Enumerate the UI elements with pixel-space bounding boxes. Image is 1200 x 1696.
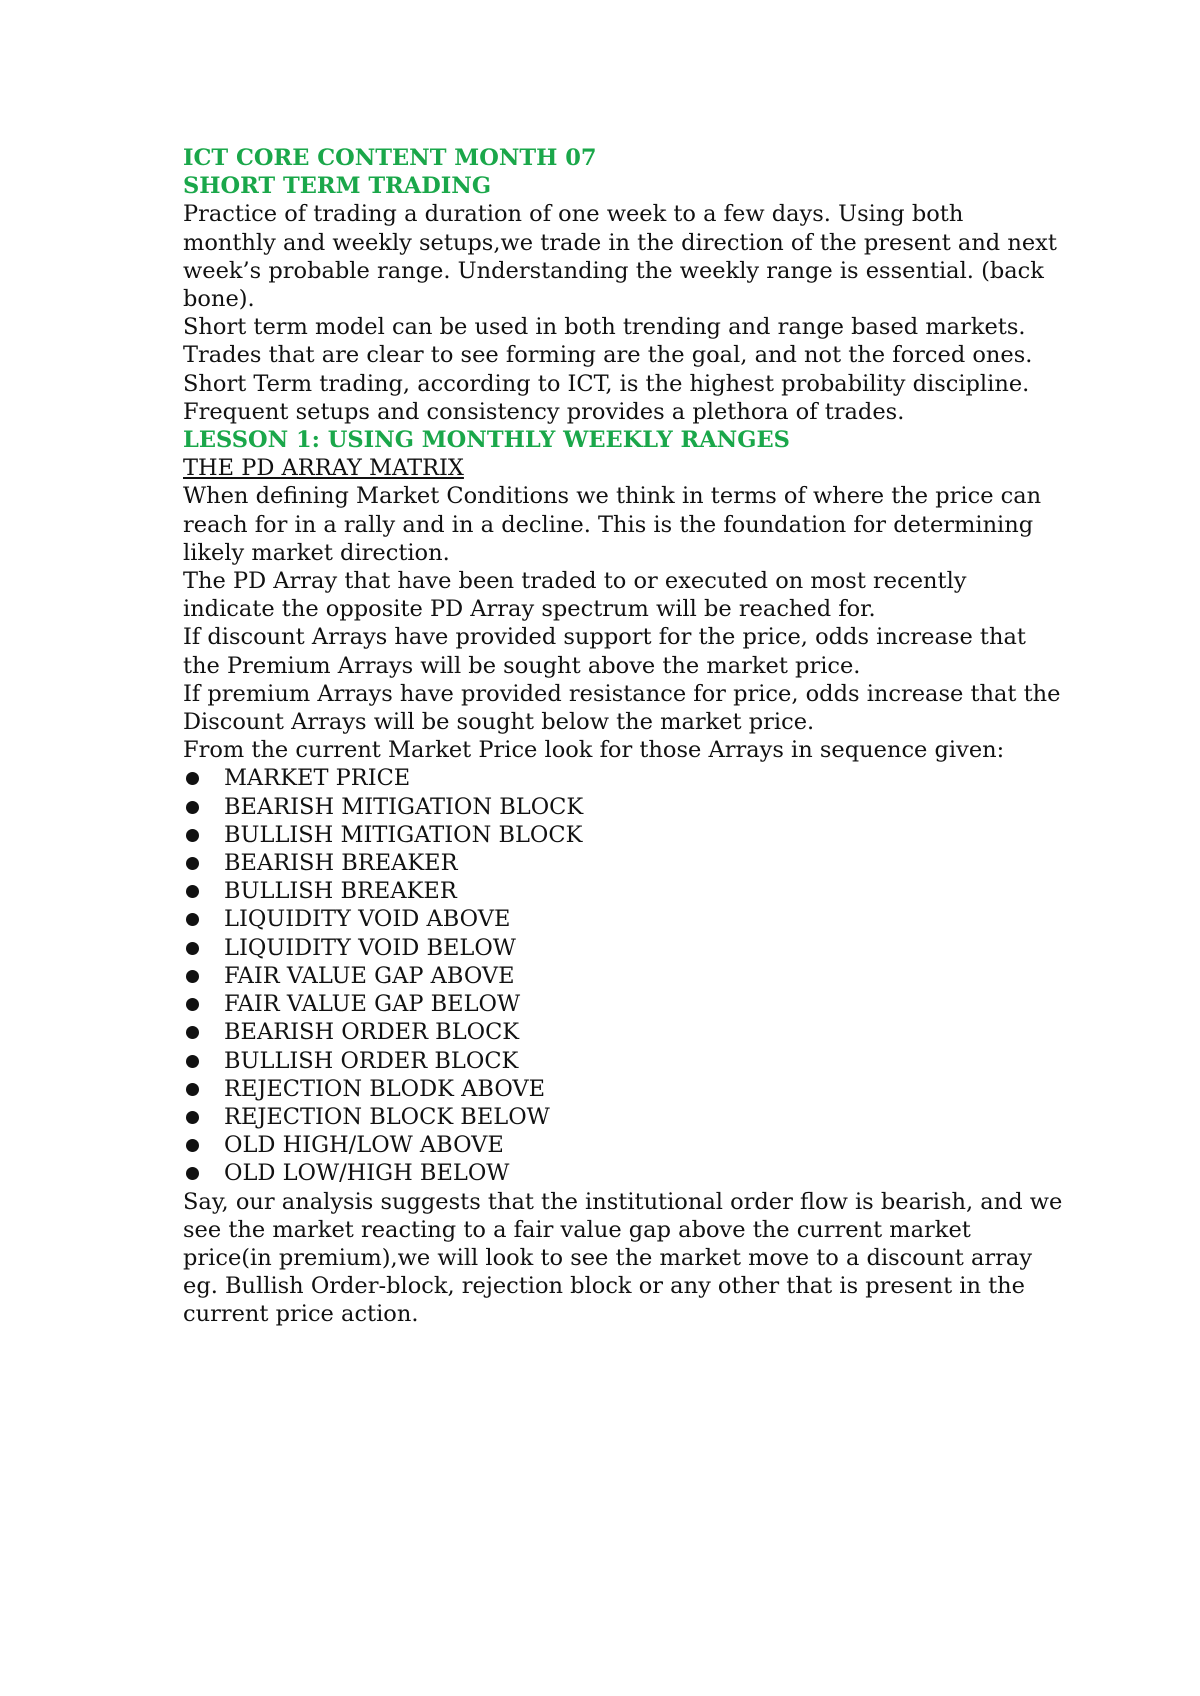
section-paragraph: If premium Arrays have provided resistance for price, odds increase that the Discount Arrays will be sought below the market price. bbox=[183, 680, 1061, 736]
document-subtitle: SHORT TERM TRADING bbox=[183, 173, 492, 200]
bullet-icon bbox=[186, 772, 199, 785]
list-item bbox=[183, 934, 1063, 962]
section-paragraph: When defining Market Conditions we think in terms of where the price can reach for in a rally and in a decline. This is the foundation for determining likely market direction. bbox=[183, 483, 1042, 566]
section-paragraph: If discount Arrays have provided support for the price, odds increase that the Premium Arrays will be sought above the market price. bbox=[183, 624, 1026, 679]
list-item-label: BULLISH BREAKER bbox=[224, 878, 457, 905]
pd-array-list bbox=[183, 764, 1063, 1187]
list-item bbox=[183, 962, 1063, 990]
bullet-icon bbox=[186, 998, 199, 1011]
list-item bbox=[183, 1018, 1063, 1046]
list-item-label: BULLISH ORDER BLOCK bbox=[224, 1047, 519, 1074]
list-item bbox=[183, 1131, 1063, 1159]
list-item-label: BEARISH MITIGATION BLOCK bbox=[224, 793, 584, 820]
list-item-label: REJECTION BLOCK BELOW bbox=[224, 1103, 550, 1130]
section-paragraph: The PD Array that have been traded to or executed on most recently indicate the opposite PD Array spectrum will be reached for. bbox=[183, 568, 967, 623]
section-paragraph: From the current Market Price look for those Arrays in sequence given: bbox=[183, 737, 1005, 764]
lesson-heading: LESSON 1: USING MONTHLY WEEKLY RANGES bbox=[183, 427, 790, 454]
intro-paragraph: Short term model can be used in both trending and range based markets. bbox=[183, 314, 1026, 341]
list-item-label: BULLISH MITIGATION BLOCK bbox=[224, 821, 583, 848]
bullet-icon bbox=[186, 801, 199, 814]
bullet-icon bbox=[186, 942, 199, 955]
list-item bbox=[183, 821, 1063, 849]
list-item bbox=[183, 764, 1063, 792]
section-heading: THE PD ARRAY MATRIX bbox=[183, 455, 464, 482]
intro-paragraph: Trades that are clear to see forming are the goal, and not the forced ones. bbox=[183, 342, 1033, 369]
document-title: ICT CORE CONTENT MONTH 07 bbox=[183, 145, 597, 171]
bullet-icon bbox=[186, 1167, 199, 1180]
list-item-label: MARKET PRICE bbox=[224, 765, 411, 792]
bullet-icon bbox=[186, 913, 199, 926]
bullet-icon bbox=[186, 1083, 199, 1096]
bullet-icon bbox=[186, 1055, 199, 1068]
list-item-label: BEARISH BREAKER bbox=[224, 850, 458, 877]
bullet-icon bbox=[186, 857, 199, 870]
list-item-label: LIQUIDITY VOID ABOVE bbox=[224, 906, 511, 933]
list-item-label: OLD LOW/HIGH BELOW bbox=[224, 1160, 510, 1187]
list-item-label: REJECTION BLODK ABOVE bbox=[224, 1075, 546, 1102]
list-item bbox=[183, 1047, 1063, 1075]
list-item bbox=[183, 1075, 1063, 1103]
bullet-icon bbox=[186, 885, 199, 898]
intro-paragraph: Practice of trading a duration of one week to a few days. Using both monthly and weekly setups,we trade in the direction of the present and next week’s probable range. Understanding the weekly range is essential. (back bone). bbox=[183, 201, 1057, 313]
list-item-label: FAIR VALUE GAP BELOW bbox=[224, 991, 521, 1018]
list-item bbox=[183, 1103, 1063, 1131]
document-page bbox=[183, 144, 1063, 1329]
bullet-icon bbox=[186, 829, 199, 842]
bullet-icon bbox=[186, 1139, 199, 1152]
bullet-icon bbox=[186, 1111, 199, 1124]
bullet-icon bbox=[186, 1026, 199, 1039]
list-item-label: BEARISH ORDER BLOCK bbox=[224, 1019, 520, 1046]
list-item bbox=[183, 1159, 1063, 1187]
intro-paragraph: Short Term trading, according to ICT, is the highest probability discipline. Frequent setups and consistency provides a plethora of trades. bbox=[183, 370, 1030, 425]
list-item bbox=[183, 849, 1063, 877]
bullet-icon bbox=[186, 970, 199, 983]
list-item-label: OLD HIGH/LOW ABOVE bbox=[224, 1132, 504, 1159]
list-item bbox=[183, 905, 1063, 933]
list-item-label: LIQUIDITY VOID BELOW bbox=[224, 934, 516, 961]
list-item bbox=[183, 990, 1063, 1018]
closing-paragraph: Say, our analysis suggests that the institutional order flow is bearish, and we see the market reacting to a fair value gap above the current market price(in premium),we will look to see the market move to a discount array eg. Bullish Order-block, rejection block or any other that is present in the current price action. bbox=[183, 1188, 1063, 1328]
list-item-label: FAIR VALUE GAP ABOVE bbox=[224, 962, 515, 989]
list-item bbox=[183, 877, 1063, 905]
list-item bbox=[183, 793, 1063, 821]
